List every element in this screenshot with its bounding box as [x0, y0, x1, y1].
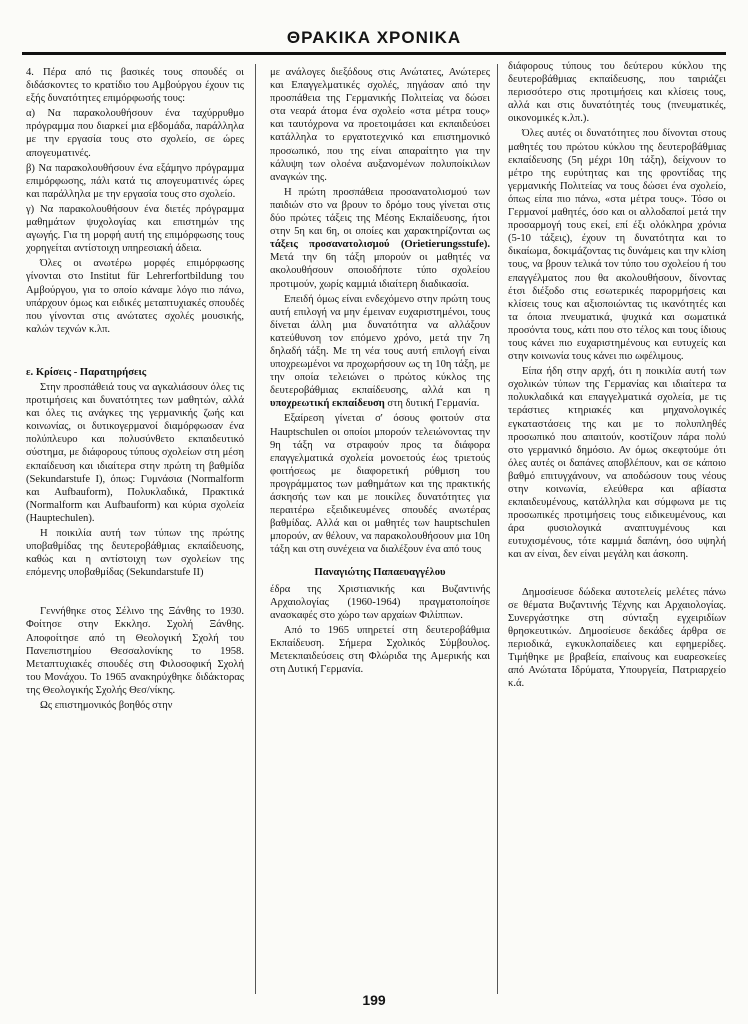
text: Μετά την 6η τάξη μπορούν οι μαθητές να ακολουθήσουν οποιοδήποτε τύπο σχολείου προτιμούν, χωρίς καμμιά ιδιαίτερη διαδικασία.	[270, 252, 490, 290]
text: στη δυτική Γερμανία.	[387, 398, 480, 410]
paragraph: με ανάλογες διεξόδους στις Ανώτατες, Ανώτερες και Επαγγελματικές σχολές, πηγάσαν από την προσπάθεια της Γερμανικής Πολιτείας να δώσει στα νεαρά άτομα ένα σχολείο «στα μέτρα τους» και ταυτόχρονα να προετοιμάσει και εκπαιδεύσει κατάλληλα το εργατοτεχνικό και επιστημονικό προσωπικό, που της είναι απαραίτητο για την κάλυψη των ολοένα αυξανομένων πολυποίκιλων αναγκών της.	[270, 67, 490, 183]
paragraph: Όλες αυτές οι δυνατότητες που δίνονται στους μαθητές του πρώτου κύκλου της δευτεροβάθμιας εκπαίδευσης (5η μέχρι 10η τάξη), δείχνουν το μέτρο της ευρύτητας και της φροντίδας της γερμανικής Πολιτείας να τους δώσει ένα σχολείο, όπως είπα πιο πάνω, «στα μέτρα τους». Τόσο οι Γερμανοί μαθητές, όσο και οι αλλοδαποί μετά την προσαρμογή τους εκεί, επί έξι ολόκληρα χρόνια (5-10 τάξεις), έχουν τη δυνατότητα και το δικαίωμα, δοκιμάζοντας τις δυνάμεις και την κλίση τους, να βρουν τελικά τον τύπο του σχολείου ή του επαγγέλματος που θα ακολουθήσουν, δίνοντας έτσι διέξοδο στις εσωτερικές παρορμήσεις και κλίσεις τους και αξιοποιώντας τις ικανότητές και τα όποια πνευματικά, ψυχικά και σωματικά προσόντα τους, κάτι που στο τέλος και τους ίδιους τους κάνει πιο ευχαριστημένους και ευτυχείς και στην κοινωνία τους κάνει πιο ωφέλιμους.	[508, 128, 726, 363]
column-middle	[270, 66, 490, 678]
paragraph: διάφορους τύπους του δεύτερου κύκλου της δευτεροβάθμιας εκπαίδευσης, που ταιριάζει περισσότερο στις προτιμήσεις και κλίσεις τους, αλλά και στις δυνατότητές τους (πνευματικές, οικονομικές κ.λπ.).	[508, 61, 726, 125]
author-bio: έδρα της Χριστιανικής και Βυζαντινής Αρχαιολογίας (1960-1964) πραγματοποίησε ανασκαφές στο χώρο των αρχαίων Φιλίππων.	[270, 583, 490, 621]
author-bio: Δημοσίευσε δώδεκα αυτοτελείς μελέτες πάνω σε θέματα Βυζαντινής Τέχνης και Αρχαιολογίας. Συνεργάστηκε στη σύνταξη εγχειριδίων θρησκευτικών. Δημοσίευσε δεκάδες άρθρα σε περιοδικά, εγκυκλοπαίδειες και εφημερίδες. Τιμήθηκε με βραβεία, επαίνους και ευαρεσκείες από Ανώτατα Ιδρύματα, Υπουργεία, Πατριαρχείο κ.ά.	[508, 586, 726, 690]
paragraph: γ) Να παρακολουθήσουν ένα διετές πρόγραμμα μαθημάτων ψυχολογίας και επιστημών της αγωγής. Για τη μορφή αυτή της επιμόρφωσης τους χορηγείται αντίστοιχη υπηρεσιακή άδεια.	[26, 203, 244, 255]
paragraph: 4. Πέρα από τις βασικές τους σπουδές οι διδάσκοντες το κρατίδιο του Αμβούργου έχουν τις εξής δυνατότητες επιμόρφωσής τους:	[26, 67, 244, 105]
column-divider	[497, 64, 498, 994]
paragraph: Όλες οι ανωτέρω μορφές επιμόρφωσης γίνονται στο Institut für Lehrerfortbildung του Αμβούργου, για το οποίο κάναμε λόγο πιο πάνω, υπάρχουν όμως και ειδικές μεταπτυχιακές σπουδές που γίνονται στις ανώτατες σχολές μουσικής, καλών τεχνών κ.λπ.	[26, 258, 244, 335]
bold-term: τάξεις προσανατολισμού (Orietierungsstufe).	[270, 239, 490, 251]
paragraph: Εξαίρεση γίνεται σ' όσους φοιτούν στα Hauptschulen οι οποίοι μπορούν τελειώνοντας την 9η τάξη να στραφούν προς τα διάφορα επαγγελματικά σχολεία μονοετούς έως τριετούς φοιτήσεως με διαφορετική ρύθμιση του προγράμματος των μαθημάτων και της πρακτικής άσκησής των και με ποικίλες δυνατότητες για περαιτέρω εξειδικευμένες σπουδές ανωτέρας βαθμίδας. Αλλά και οι μαθητές των hauptschulen μπορούν, αν θέλουν, να παρακολουθήσουν μια 10η τάξη και στη συνέχεια να διαλέξουν ένα από τους	[270, 413, 490, 556]
text: Η πρώτη προσπάθεια προσανατολισμού των παιδιών στο να βρουν το δρόμο τους γίνεται στις δύο πρώτες τάξεις της Μέσης Εκπαίδευσης, ήτοι στην 5η και 6η, οι οποίες και χαρακτηρίζονται ως	[270, 186, 490, 238]
paragraph	[270, 186, 490, 291]
author-bio: Γεννήθηκε στος Σέλινο της Ξάνθης το 1930. Φοίτησε στην Εκκλησ. Σχολή Ξάνθης. Αποφοίτησε από τη Θεολογική Σχολή του Πανεπιστημίου Θεσσαλονίκης το 1958. Μεταπτυχιακές σπουδές στη Φιλοσοφική Σχολή του Μονάχου. Το 1965 ανακηρύχθηκε διδάκτορας της Θεολογικής Σχολής Θεσ/νίκης.	[26, 606, 244, 696]
journal-header: ΘΡΑΚΙΚΑ ΧΡΟΝΙΚΑ	[22, 26, 726, 55]
author-name: Παναγιώτης Παπαευαγγέλου	[314, 567, 446, 579]
paragraph	[270, 293, 490, 411]
text: Επειδή όμως είναι ενδεχόμενο στην πρώτη τους αυτή επιλογή να μην έμειναν ευχαριστημένοι, τους δίνεται άλλη μια δυνατότητα να αλλάξουν κατεύθυνση τον επόμενο χρόνο, μετά την 7η δηλαδή τάξη. Με τη νέα τους αυτή επιλογή είναι υποχρεωμένοι να προχωρήσουν ως τη 10η τάξη, με την οποία τελειώνει ο πρώτος κύκλος της δευτεροβάθμιας εκπαίδευσης, αλλά και η	[270, 293, 490, 397]
paragraph: Στην προσπάθειά τους να αγκαλιάσουν όλες τις προτιμήσεις και δυνατότητες των μαθητών, αλλά και όλες τις ανάγκες της γερμανικής ζωής και κοινωνίας, οι δυτικογερμανοί διαμόρφωσαν ένα πολύπλευρο και πολυσύνθετο εκπαιδευτικό σύστημα, με διάφορους τύπους σχολείων στη μέση εκπαίδευση και ιδιαίτερα στην πρώτη τη βαθμίδα (Sekundarstufe I), όπως: Γυμνάσια (Normalform και Aufbauform), Πολυκλαδικά, Πρακτικά (Normalform και Aufbauform) και κύρια σχολεία (Hauptechulen).	[26, 381, 244, 524]
bold-term: υποχρεωτική εκπαίδευση	[270, 398, 385, 410]
paragraph: α) Να παρακολουθήσουν ένα ταχύρρυθμο πρόγραμμα που διαρκεί μια εβδομάδα, παράλληλα με την εργασία τους στο σχολείο, σε ώρες απογευματινές.	[26, 108, 244, 159]
column-divider	[255, 64, 256, 994]
paragraph: Είπα ήδη στην αρχή, ότι η ποικιλία αυτή των σχολικών τύπων της Γερμανίας και ιδιαίτερα τα πολυκλαδικά και επαγγελματικά σχολεία, με τις τεράστιες κτηριακές και μηχανολογικές εγκαταστάσεις της και με το πολυπληθές προσωπικό που απαιτούν, κοστίζουν πάρα πολύ στο γερμανικό δημόσιο. Αν όμως σκεφτούμε ότι όλες αυτές οι δαπάνες αποβλέπουν, και σε κάποιο βαθμό επιτυγχάνουν, να αποδώσουν τους νέους στην κοινωνία, ελεύθερα και αβίαστα εκπαιδευμένους, κατάλληλα και σύμφωνα με τις προσωπικές προτιμήσεις τους ειδικευμένους, και άρα φυσιολογικά αναπτυγμένους και ευτυχισμένους, τότε καμμιά δαπάνη, όσο υψηλή και αν είναι, δεν είναι μεγάλη και άσκοπη.	[508, 366, 726, 561]
paragraph: Η ποικιλία αυτή των τύπων της πρώτης υποβαθμίδας της δευτεροβάθμιας εκπαίδευσης, καθώς και η αντίστοιχη των σχολείων της επόμενης υποβαθμίδας (Sekundarstufe II)	[26, 528, 244, 579]
column-left	[26, 66, 244, 714]
paragraph: β) Να παρακολουθήσουν ένα εξάμηνο πρόγραμμα επιμόρφωσης, πάλι κατά τις απογευματινές ώρες και παράλληλα με την εργασία τους στο σχολείο.	[26, 162, 244, 200]
author-bio: Ως επιστημονικός βοηθός στην	[40, 700, 173, 712]
section-heading: ε. Κρίσεις - Παρατηρήσεις	[26, 366, 147, 378]
page-number: 199	[362, 992, 386, 1008]
column-right	[508, 60, 726, 692]
author-bio: Από το 1965 υπηρετεί στη δευτεροβάθμια Εκπαίδευση. Σήμερα Σχολικός Σύμβουλος. Μετεκπαιδεύσεις στη Φλώριδα της Αμερικής και στη Δυτική Γερμανία.	[270, 624, 490, 676]
